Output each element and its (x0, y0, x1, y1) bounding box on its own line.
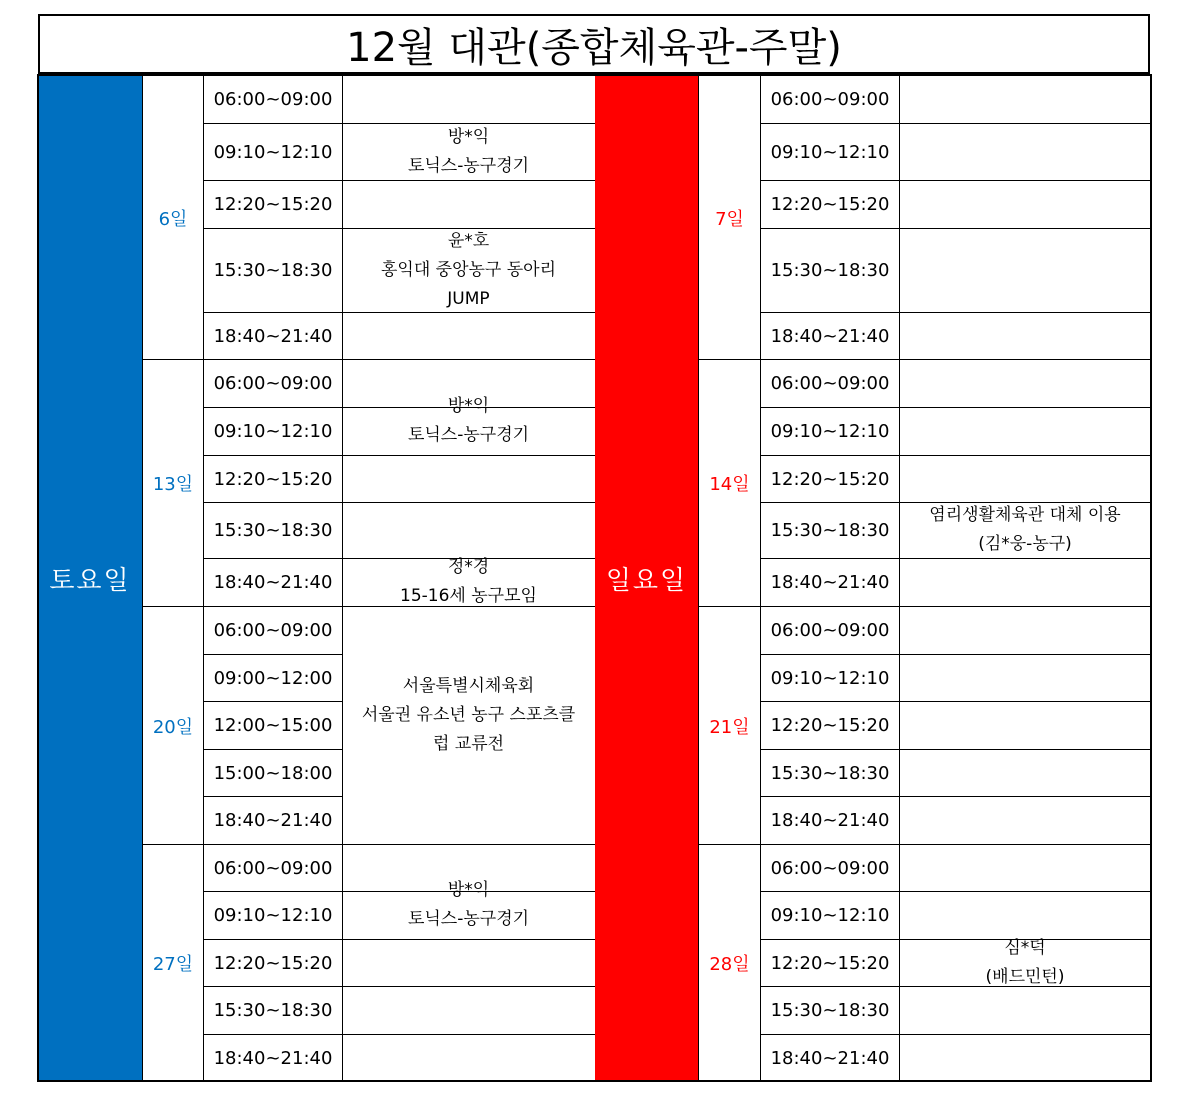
booking-cell (342, 407, 596, 456)
time-slot-cell: 09:10~12:10 (760, 891, 900, 940)
time-slot-cell: 18:40~21:40 (760, 558, 900, 607)
booking-cell (342, 359, 596, 408)
time-slot-cell: 18:40~21:40 (203, 1034, 343, 1082)
time-slot-cell: 06:00~09:00 (760, 844, 900, 892)
booking-cell (899, 986, 1152, 1035)
time-slot-cell: 15:30~18:30 (760, 502, 900, 559)
time-slot-cell: 12:20~15:20 (203, 939, 343, 987)
booking-line: 방*익 (447, 880, 490, 900)
booking-cell (899, 407, 1152, 456)
table-border (38, 74, 1151, 76)
date-cell: 20일 (142, 606, 204, 845)
booking-cell (899, 359, 1152, 408)
time-slot-cell: 18:40~21:40 (760, 312, 900, 360)
booking-cell (899, 180, 1152, 229)
page-title: 12월 대관(종합체육관-주말) (38, 14, 1150, 74)
time-slot-cell: 09:00~12:00 (203, 654, 343, 702)
time-slot-cell: 15:30~18:30 (203, 228, 343, 313)
time-slot-cell: 18:40~21:40 (203, 558, 343, 607)
booking-cell (899, 654, 1152, 702)
time-slot-cell: 06:00~09:00 (203, 75, 343, 124)
booking-cell (342, 844, 596, 892)
date-cell: 27일 (142, 844, 204, 1082)
sunday-day-block: 일요일 (595, 75, 698, 1081)
saturday-day-block: 토요일 (38, 75, 142, 1081)
time-slot-cell: 12:20~15:20 (760, 939, 900, 987)
booking-line: 토닉스-농구경기 (407, 425, 530, 445)
booking-line: 정*경 (447, 557, 490, 577)
booking-cell (899, 844, 1152, 892)
time-slot-cell: 09:10~12:10 (203, 891, 343, 940)
booking-line: 서울특별시체육회 (402, 675, 535, 696)
time-slot-cell: 06:00~09:00 (203, 606, 343, 655)
booking-line: 럽 교류전 (432, 733, 505, 754)
booking-cell (899, 228, 1152, 313)
booking-cell (899, 75, 1152, 124)
booking-line: 토닉스-농구경기 (407, 909, 530, 929)
booking-cell (342, 891, 596, 940)
time-slot-cell: 09:10~12:10 (203, 123, 343, 181)
booking-line: 윤*호 (447, 230, 490, 251)
booking-cell (899, 749, 1152, 797)
time-slot-cell: 09:10~12:10 (760, 123, 900, 181)
booking-cell (342, 180, 596, 229)
time-slot-cell: 15:00~18:00 (203, 749, 343, 797)
booking-cell (899, 796, 1152, 845)
time-slot-cell: 12:20~15:20 (203, 455, 343, 503)
date-cell: 21일 (698, 606, 761, 845)
booking-cell (899, 701, 1152, 750)
booking-cell (899, 502, 1152, 559)
booking-cell (899, 891, 1152, 940)
booking-line: JUMP (447, 288, 490, 309)
date-cell: 28일 (698, 844, 761, 1082)
time-slot-cell: 18:40~21:40 (760, 1034, 900, 1082)
time-slot-cell: 15:30~18:30 (760, 749, 900, 797)
time-slot-cell: 12:20~15:20 (760, 180, 900, 229)
time-slot-cell: 18:40~21:40 (760, 796, 900, 845)
booking-line: 방*익 (447, 126, 490, 147)
time-slot-cell: 06:00~09:00 (760, 606, 900, 655)
booking-cell (342, 502, 596, 559)
booking-cell (342, 939, 596, 987)
booking-cell (342, 986, 596, 1035)
booking-cell (342, 123, 596, 181)
time-slot-cell: 12:20~15:20 (760, 701, 900, 750)
booking-line: 토닉스-농구경기 (407, 155, 530, 176)
booking-cell (342, 228, 596, 313)
time-slot-cell: 12:20~15:20 (760, 455, 900, 503)
time-slot-cell: 15:30~18:30 (760, 986, 900, 1035)
time-slot-cell: 09:10~12:10 (203, 407, 343, 456)
time-slot-cell: 12:20~15:20 (203, 180, 343, 229)
time-slot-cell: 12:00~15:00 (203, 701, 343, 750)
booking-cell (342, 606, 596, 845)
table-border (1150, 74, 1152, 1082)
time-slot-cell: 15:30~18:30 (760, 228, 900, 313)
booking-cell (899, 455, 1152, 503)
time-slot-cell: 18:40~21:40 (203, 796, 343, 845)
booking-line: 심*덕 (1004, 937, 1046, 958)
time-slot-cell: 15:30~18:30 (203, 502, 343, 559)
date-cell: 7일 (698, 75, 761, 360)
table-border (37, 74, 39, 1082)
time-slot-cell: 09:10~12:10 (760, 654, 900, 702)
time-slot-cell: 18:40~21:40 (203, 312, 343, 360)
date-cell: 6일 (142, 75, 204, 360)
time-slot-cell: 06:00~09:00 (203, 359, 343, 408)
booking-cell (899, 606, 1152, 655)
booking-line: 염리생활체육관 대체 이용 (929, 505, 1121, 525)
booking-cell (342, 455, 596, 503)
booking-cell (899, 123, 1152, 181)
booking-cell (899, 558, 1152, 607)
time-slot-cell: 15:30~18:30 (203, 986, 343, 1035)
date-cell: 13일 (142, 359, 204, 607)
time-slot-cell: 06:00~09:00 (760, 359, 900, 408)
booking-cell (342, 312, 596, 360)
booking-line: 15-16세 농구모임 (400, 586, 537, 606)
booking-line: (배드민턴) (985, 966, 1065, 987)
booking-cell (342, 1034, 596, 1082)
booking-cell (899, 939, 1152, 987)
booking-cell (342, 558, 596, 607)
booking-cell (899, 1034, 1152, 1082)
booking-line: 서울권 유소년 농구 스포츠클 (361, 704, 576, 725)
time-slot-cell: 06:00~09:00 (203, 844, 343, 892)
booking-line: 방*익 (447, 396, 490, 416)
date-cell: 14일 (698, 359, 761, 607)
booking-line: 홍익대 중앙농구 동아리 (380, 259, 557, 280)
booking-cell (342, 75, 596, 124)
time-slot-cell: 09:10~12:10 (760, 407, 900, 456)
time-slot-cell: 06:00~09:00 (760, 75, 900, 124)
booking-cell (899, 312, 1152, 360)
table-border (38, 1080, 1151, 1082)
booking-line: (김*웅-농구) (978, 534, 1072, 554)
